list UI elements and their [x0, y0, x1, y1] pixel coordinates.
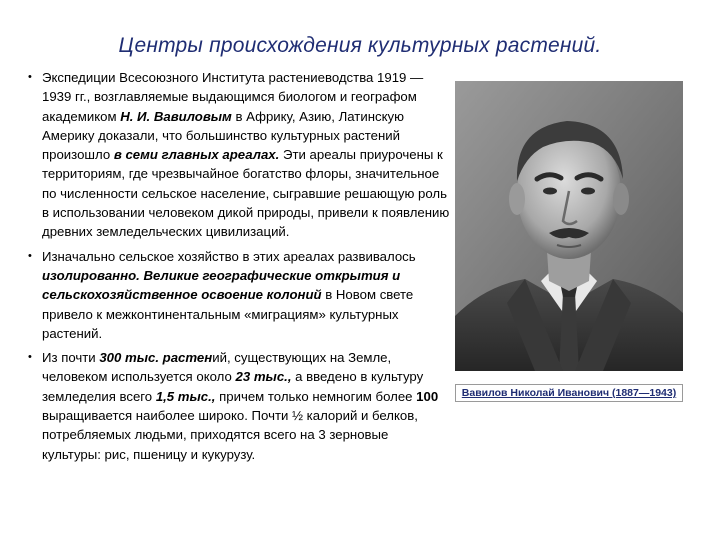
- bullet-list: [0, 68, 450, 464]
- bullet-1-text-2: в Африку, Азию, Латинскую Америку доказали, что большинство культурных растений произошло: [42, 108, 404, 163]
- bullet-3-text-3: а введено в культуру земледелия всего: [42, 369, 424, 404]
- bullet-3-emphasis-4: 100: [416, 388, 439, 404]
- bullet-3-text-2: ий, существующих на Земле, человеком используется около: [42, 350, 392, 385]
- bullet-marker: •: [28, 249, 32, 262]
- portrait-caption-link[interactable]: Вавилов Николай Иванович (1887—1943): [455, 384, 683, 402]
- bullet-item-1: [0, 68, 450, 242]
- bullet-3-text-5: выращивается наиболее широко. Почти ½ калорий и белков, потребляемых людьми, приходятся всего на 3 зерновые культуры: рис, пшеницу и кукурузу.: [42, 408, 418, 462]
- portrait-photo: [455, 81, 683, 371]
- bullet-3-emphasis-1: 300 тыс. растен: [99, 350, 213, 366]
- bullet-1-emphasis-2: в семи главных ареалах.: [113, 147, 280, 163]
- bullet-3-text-1: Из почти: [42, 350, 100, 366]
- bullet-1-emphasis-1: Н. И. Вавиловым: [120, 108, 232, 124]
- bullet-marker: •: [28, 351, 32, 364]
- bullet-3-emphasis-2: 23 тыс.,: [235, 369, 292, 385]
- portrait-illustration: [455, 81, 683, 371]
- bullet-3-emphasis-3: 1,5 тыс.,: [155, 388, 216, 404]
- bullet-1-text-1: Экспедиции Всесоюзного Института растениеводства 1919 —1939 гг., возглавляемые выдающимся биологом и географом академиком: [42, 70, 424, 124]
- slide-title: Центры происхождения культурных растений.: [118, 34, 602, 57]
- bullet-3-text-4: причем только немногим более: [215, 388, 417, 404]
- bullet-marker: •: [28, 71, 32, 83]
- bullet-2-text-1: Изначально сельское хозяйство в этих ареалах развивалось: [42, 248, 416, 264]
- bullet-2-text-2: в Новом свете привело к межконтинентальным «миграциям» культурных растений.: [42, 287, 414, 341]
- bullet-item-3: [0, 348, 450, 464]
- bullet-1-text-3: Эти ареалы приурочены к территориям, где чрезвычайное богатство флоры, значительное по численности сельское население, сыгравшие решающую роль в использовании человеком дикой природы, привели к появлению древних земледельческих цивилизаций.: [42, 147, 450, 240]
- bullet-2-emphasis-1: изолированно. Великие географические открытия и сельскохозяйственное освоение колоний: [42, 267, 401, 303]
- bullet-item-2: [0, 247, 450, 343]
